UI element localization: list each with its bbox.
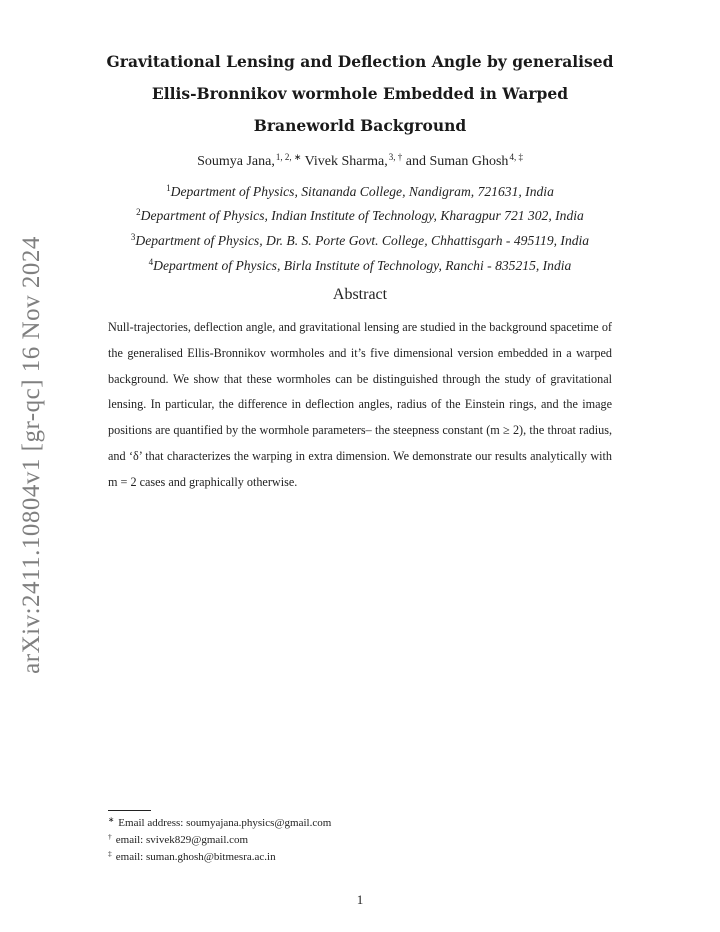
footnote-mark: † [108,832,112,841]
affiliation-number: 2 [136,207,141,217]
author-name: Soumya Jana, [197,154,275,169]
paper-title: Gravitational Lensing and Deflection Angle by generalised Ellis-Bronnikov wormhole Embedded in Warped Braneworld Background [106,52,614,135]
footnote-rule [108,810,151,811]
affiliation [100,183,620,200]
footnote [108,815,331,829]
affiliation-number: 4 [148,257,154,267]
author-list [100,152,620,170]
footnote-text: email: suman.ghosh@bitmesra.ac.in [115,851,276,863]
affiliation-number: 1 [166,183,171,193]
abstract-text: Null-trajectories, deflection angle, and gravitational lensing are studied in the background spacetime of the generalised Ellis-Bronnikov wormholes and it’s five dimensional version embedded in a warped background. We show that these wormholes can be distinguished through the study of gravitational lensing. In particular, the difference in deflection angles, radius of the Einstein rings, and the image positions are quantified by the wormhole parameters– the steepness constant (m ≥ 2), the throat radius, and ‘δ’ that characterizes the warping in extra dimension. We demonstrate our results analytically with m = 2 cases and graphically otherwise. [108,320,612,489]
author-marks: 4, ‡ [509,152,523,162]
affiliation-text: Department of Physics, Birla Institute of Technology, Ranchi - 835215, India [153,258,572,273]
affiliation-number: 3 [130,232,136,242]
affiliation [100,232,620,249]
author-marks: 3, † [388,152,403,162]
affiliation-text: Department of Physics, Indian Institute of Technology, Kharagpur 721 302, India [140,208,584,223]
page-number: 1 [356,892,364,907]
author-marks: 1, 2, ∗ [275,152,302,162]
author-name: Vivek Sharma, [301,154,388,169]
arxiv-identifier: arXiv:2411.10804v1 [gr-qc] 16 Nov 2024 [18,236,45,674]
affiliation [100,257,620,274]
affiliation [100,207,620,224]
abstract-heading: Abstract [332,286,388,303]
affiliation-text: Department of Physics, Dr. B. S. Porte Govt. College, Chhattisgarh - 495119, India [135,233,590,248]
author-name: and Suman Ghosh [402,154,509,169]
footnote-mark: ∗ [108,815,115,824]
footnote [108,849,276,863]
footnote-text: email: svivek829@gmail.com [115,834,249,846]
footnote-mark: ‡ [108,849,112,858]
footnote [108,832,248,846]
footnote-text: Email address: soumyajana.physics@gmail.com [118,817,332,829]
affiliation-text: Department of Physics, Sitananda College, Nandigram, 721631, India [170,184,554,199]
